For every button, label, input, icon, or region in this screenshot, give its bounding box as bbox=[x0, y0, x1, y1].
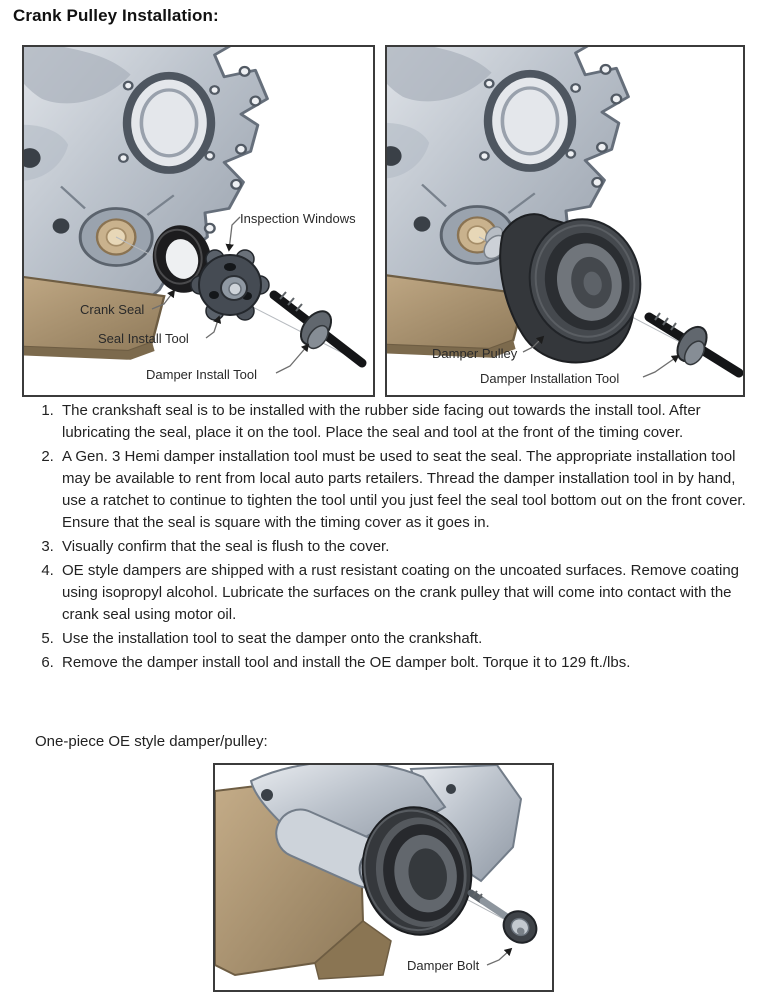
installation-steps bbox=[18, 400, 748, 676]
label-damper-installation-tool: Damper Installation Tool bbox=[480, 371, 620, 386]
step-5: 5. Use the installation tool to seat the damper onto the crankshaft. bbox=[58, 628, 748, 650]
damper-bolt-part bbox=[471, 891, 543, 949]
label-damper-pulley: Damper Pulley bbox=[432, 346, 518, 361]
damper-installation-tool-part bbox=[649, 313, 739, 373]
damper-pulley-exploded-diagram bbox=[387, 47, 743, 395]
label-seal-install-tool: Seal Install Tool bbox=[98, 331, 189, 346]
label-inspection-windows: Inspection Windows bbox=[240, 211, 356, 226]
figure-damper-pulley-install bbox=[385, 45, 745, 397]
step-4: 4. OE style dampers are shipped with a rust resistant coating on the uncoated surfaces. Remove coating using isopropyl alcohol. Lubricate the surfaces on the crank pulley that will come into contact with the crank seal using motor oil. bbox=[58, 560, 748, 626]
step-1: 1. The crankshaft seal is to be installed with the rubber side facing out towards the install tool. After lubricating the seal, place it on the tool. Place the seal and tool at the front of the timing cover. bbox=[58, 400, 748, 444]
step-6: 6. Remove the damper install tool and install the OE damper bolt. Torque it to 129 ft./lbs. bbox=[58, 652, 748, 674]
subtitle-one-piece-damper: One-piece OE style damper/pulley: bbox=[35, 733, 268, 750]
label-crank-seal: Crank Seal bbox=[80, 302, 145, 317]
label-damper-install-tool: Damper Install Tool bbox=[146, 367, 258, 382]
figure-one-piece-damper bbox=[213, 763, 554, 992]
label-damper-bolt: Damper Bolt bbox=[407, 958, 480, 973]
figure-crank-seal-install bbox=[22, 45, 375, 397]
step-2: 2. A Gen. 3 Hemi damper installation tool must be used to seat the seal. The appropriate installation tool may be available to rent from local auto parts retailers. Thread the damper installation tool in by hand, use a ratchet to continue to tighten the tool until you just feel the seal tool bottom out on the front cover. Ensure that the seal is square with the timing cover as it goes in. bbox=[58, 446, 748, 534]
step-3: 3. Visually confirm that the seal is flush to the cover. bbox=[58, 536, 748, 558]
damper-pulley-part bbox=[500, 209, 651, 363]
damper-install-tool-part bbox=[274, 292, 362, 363]
figure-row bbox=[22, 45, 745, 397]
one-piece-damper-diagram bbox=[215, 765, 552, 990]
page-title: Crank Pulley Installation: bbox=[13, 6, 219, 25]
